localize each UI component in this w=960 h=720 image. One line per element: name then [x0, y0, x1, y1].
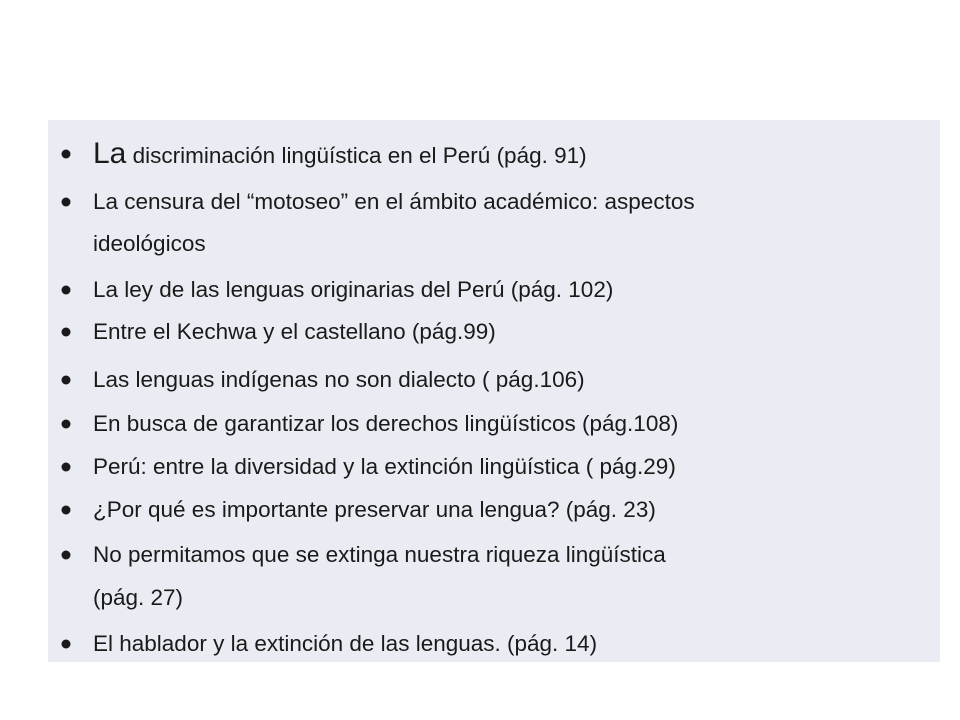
bullet-icon	[59, 535, 73, 575]
list-item-lead: La	[93, 137, 127, 170]
list-item-label: ideológicos	[93, 231, 206, 256]
list-item-label: discriminación lingüística en el Perú (pág. 91)	[132, 143, 587, 168]
bullet-icon	[59, 624, 73, 664]
list-item-label: No permitamos que se extinga nuestra riqueza lingüística	[93, 542, 666, 567]
bullet-icon	[59, 360, 73, 400]
list-item-label: En busca de garantizar los derechos lingüísticos (pág.108)	[93, 411, 679, 436]
content-box	[48, 120, 940, 662]
bullet-icon	[59, 182, 73, 222]
bullet-icon	[59, 270, 73, 310]
list-item-label: Perú: entre la diversidad y la extinción lingüística ( pág.29)	[93, 454, 676, 479]
list-item-label: ¿Por qué es importante preservar una lengua? (pág. 23)	[93, 497, 656, 522]
bullet-icon	[59, 312, 73, 352]
list-item-label: Entre el Kechwa y el castellano (pág.99)	[93, 319, 496, 344]
bullet-icon	[59, 447, 73, 487]
bullet-icon	[59, 490, 73, 530]
list-item-text	[93, 134, 923, 176]
list-item-label: La censura del “motoseo” en el ámbito académico: aspectos	[93, 189, 695, 214]
list-item-label: Las lenguas indígenas no son dialecto ( pág.106)	[93, 367, 585, 392]
list-item-label: El hablador y la extinción de las lenguas. (pág. 14)	[93, 631, 598, 656]
list-item-label: La ley de las lenguas originarias del Perú (pág. 102)	[93, 277, 614, 302]
bullet-icon	[59, 404, 73, 444]
bullet-icon	[59, 134, 73, 174]
list-item-label: (pág. 27)	[93, 585, 184, 610]
